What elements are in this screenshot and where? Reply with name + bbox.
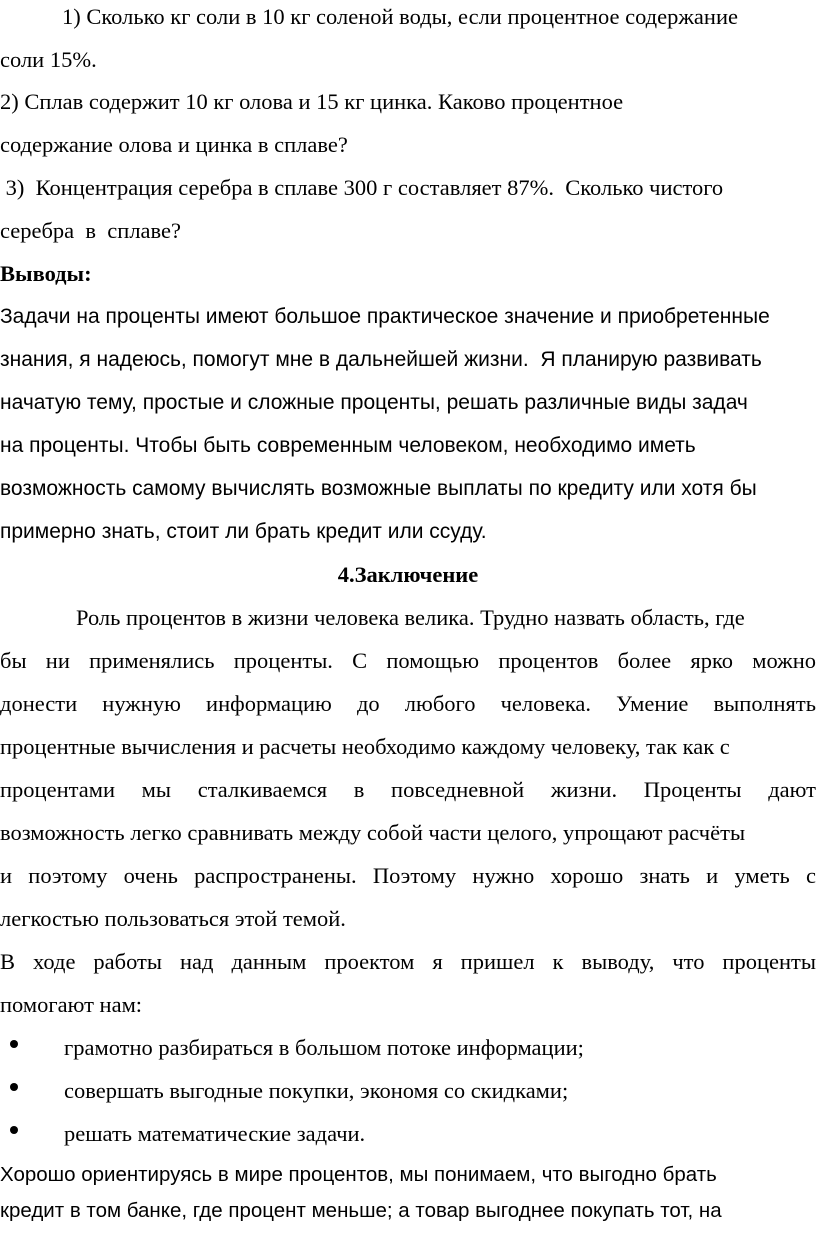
- conclusions-heading: Выводы:: [0, 261, 92, 286]
- problem-3-line-2: серебра в сплаве?: [0, 218, 181, 243]
- bullet-dot-icon: [10, 1040, 18, 1048]
- section-paragraph-line: Роль процентов в жизни человека велика. Трудно назвать область, где: [76, 605, 745, 630]
- bullet-item: грамотно разбираться в большом потоке информации;: [64, 1035, 584, 1060]
- section-paragraph-line: легкостью пользоваться этой темой.: [0, 906, 346, 931]
- section-paragraph-line: возможность легко сравнивать между собой части целого, упрощают расчёты: [0, 820, 746, 845]
- section-paragraph-line: процентные вычисления и расчеты необходимо каждому человеку, так как с: [0, 734, 730, 759]
- conclusions-line: начатую тему, простые и сложные проценты, решать различные виды задач: [0, 391, 748, 414]
- problem-2-line-1: 2) Сплав содержит 10 кг олова и 15 кг цинка. Каково процентное: [0, 89, 624, 114]
- section-paragraph-line: процентами мы сталкиваемся в повседневной жизни. Проценты дают: [0, 777, 816, 802]
- bullet-dot-icon: [10, 1126, 18, 1134]
- bullet-item: совершать выгодные покупки, экономя со скидками;: [64, 1078, 569, 1103]
- section-paragraph-line: бы ни применялись проценты. С помощью процентов более ярко можно: [0, 648, 816, 673]
- conclusions-line: примерно знать, стоит ли брать кредит или ссуду.: [0, 520, 487, 543]
- project-paragraph-line: В ходе работы над данным проектом я пришел к выводу, что проценты: [0, 949, 816, 974]
- conclusions-line: возможность самому вычислять возможные выплаты по кредиту или хотя бы: [0, 477, 757, 500]
- bullet-dot-icon: [10, 1083, 18, 1091]
- section-title: 4.Заключение: [337, 562, 479, 587]
- section-paragraph-line: и поэтому очень распространены. Поэтому нужно хорошо знать и уметь с: [0, 863, 816, 888]
- conclusions-line: знания, я надеюсь, помогут мне в дальнейшей жизни. Я планирую развивать: [0, 348, 762, 371]
- section-paragraph-line: донести нужную информацию до любого человека. Умение выполнять: [0, 691, 816, 716]
- final-paragraph-line: кредит в том банке, где процент меньше; а товар выгоднее покупать тот, на: [0, 1199, 722, 1222]
- problem-3-line-1: 3) Концентрация серебра в сплаве 300 г составляет 87%. Сколько чистого: [0, 175, 724, 200]
- bullet-item: решать математические задачи.: [64, 1121, 366, 1146]
- final-paragraph-line: Хорошо ориентируясь в мире процентов, мы понимаем, что выгодно брать: [0, 1163, 717, 1186]
- problem-1-line-1: 1) Сколько кг соли в 10 кг соленой воды, если процентное содержание: [62, 4, 738, 29]
- project-paragraph-line: помогают нам:: [0, 992, 143, 1017]
- conclusions-line: Задачи на проценты имеют большое практическое значение и приобретенные: [0, 305, 770, 328]
- problem-1-line-2: соли 15%.: [0, 47, 97, 72]
- conclusions-line: на проценты. Чтобы быть современным человеком, необходимо иметь: [0, 434, 696, 457]
- problem-2-line-2: содержание олова и цинка в сплаве?: [0, 132, 348, 157]
